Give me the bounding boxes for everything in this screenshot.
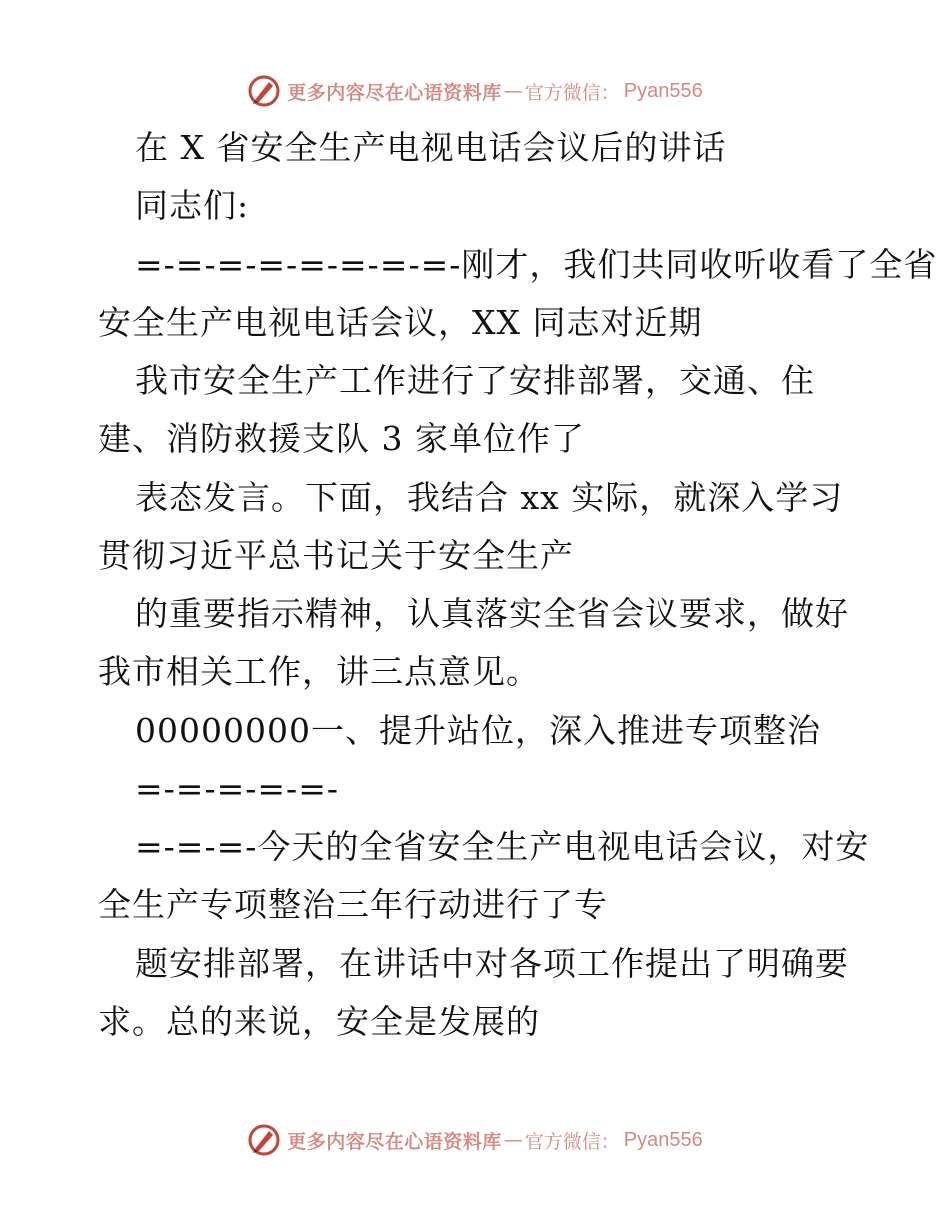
paragraph-line: 的重要指示精神，认真落实全省会议要求，做好 — [135, 594, 849, 633]
watermark-dash: — — [503, 1129, 523, 1151]
separator-line: =-=-=-=-=- — [135, 769, 340, 808]
section-heading: 00000000一、提升站位，深入推进专项整治 — [135, 711, 821, 750]
footer-watermark — [0, 1120, 950, 1160]
watermark-site-text: 更多内容尽在心语资料库 — [287, 81, 502, 104]
paragraph-line: 全生产专项整治三年行动进行了专 — [98, 885, 608, 924]
paragraph-line: 表态发言。下面，我结合 xx 实际，就深入学习 — [135, 478, 844, 517]
watermark-wechat-id: Pyan556 — [623, 1128, 703, 1151]
paragraph-line: 求。总的来说，安全是发展的 — [98, 1002, 540, 1041]
paragraph-line: 贯彻习近平总书记关于安全生产 — [98, 536, 574, 575]
watermark-wechat-label: 官方微信： — [524, 1130, 620, 1153]
salutation: 同志们: — [135, 186, 250, 225]
paragraph-line: 我市安全生产工作进行了安排部署，交通、住 — [135, 361, 815, 400]
paragraph-line: =-=-=-今天的全省安全生产电视电话会议，对安 — [135, 827, 870, 866]
watermark-wechat-id: Pyan556 — [623, 79, 703, 102]
pen-logo-icon — [247, 1123, 281, 1157]
paragraph-line: 我市相关工作，讲三点意见。 — [98, 652, 540, 691]
watermark-wechat-label: 官方微信： — [524, 81, 620, 104]
paragraph-line: 安全生产电视电话会议，XX 同志对近期 — [98, 303, 703, 342]
document-title: 在 X 省安全生产电视电话会议后的讲话 — [135, 128, 727, 167]
paragraph-line: 建、消防救援支队 3 家单位作了 — [98, 419, 585, 458]
header-watermark — [0, 71, 950, 111]
watermark-dash: — — [503, 80, 523, 102]
pen-logo-icon — [247, 74, 281, 108]
paragraph-line: 题安排部署，在讲话中对各项工作提出了明确要 — [135, 944, 849, 983]
watermark-site-text: 更多内容尽在心语资料库 — [287, 1130, 502, 1153]
paragraph-line: =-=-=-=-=-=-=-=-刚才，我们共同收听收看了全省 — [135, 245, 938, 284]
